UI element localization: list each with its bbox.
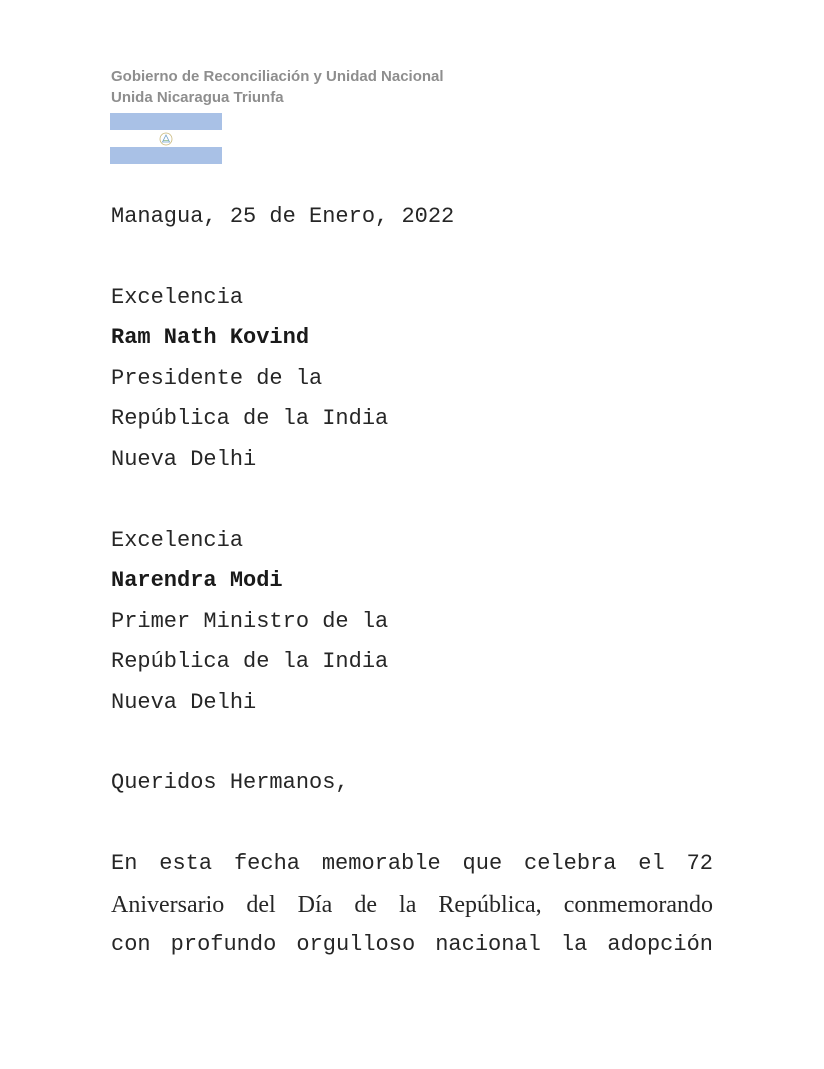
- recipient2-title-line1: Primer Ministro de la: [111, 609, 389, 634]
- recipient1-title-line1: Presidente de la: [111, 366, 323, 391]
- recipient2-city: Nueva Delhi: [111, 690, 257, 715]
- recipient1-title-line2: República de la India: [111, 406, 389, 431]
- letterhead-government-name: Gobierno de Reconciliación y Unidad Nacional: [111, 68, 444, 85]
- body-line: En esta fecha memorable que celebra el 72: [111, 851, 713, 876]
- recipient1-salutation: Excelencia: [111, 285, 244, 310]
- recipient2-name: Narendra Modi: [111, 568, 283, 593]
- coat-of-arms-icon: [159, 132, 173, 146]
- letterhead: [111, 66, 444, 108]
- recipient1-name: Ram Nath Kovind: [111, 325, 310, 350]
- recipient1-city: Nueva Delhi: [111, 447, 257, 472]
- letter-greeting: Queridos Hermanos,: [111, 770, 349, 795]
- letter-date: Managua, 25 de Enero, 2022: [111, 204, 455, 229]
- nicaragua-flag-icon: [110, 113, 222, 164]
- recipient2-title-line2: República de la India: [111, 649, 389, 674]
- body-line: Aniversario del Día de la República, conmemorando: [111, 892, 713, 918]
- body-line: con profundo orgulloso nacional la adopción: [111, 932, 713, 957]
- recipient2-salutation: Excelencia: [111, 528, 244, 553]
- letterhead-motto: Unida Nicaragua Triunfa: [111, 89, 284, 106]
- flag-top-band: [110, 113, 222, 130]
- flag-bottom-band: [110, 147, 222, 164]
